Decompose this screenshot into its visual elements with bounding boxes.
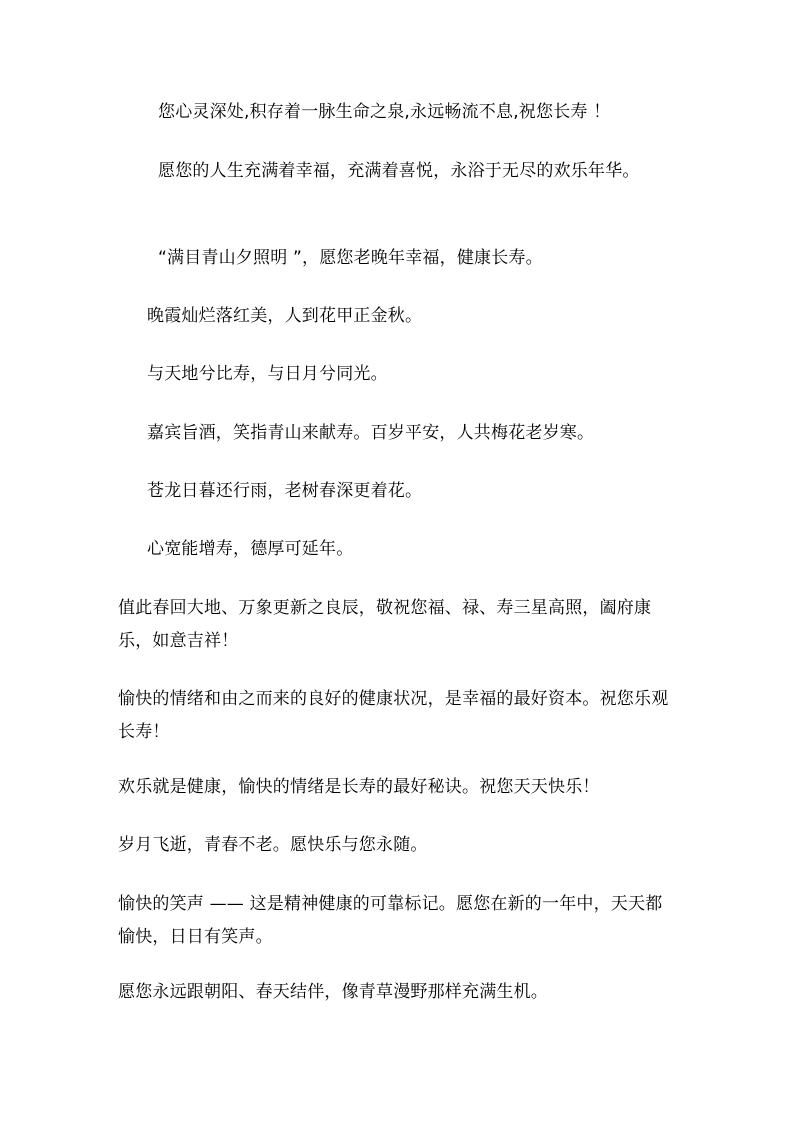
paragraph-4: 晚霞灿烂落红美，人到花甲正金秋。 — [147, 306, 423, 326]
paragraph-1: 您心灵深处,积存着一脉生命之泉,永远畅流不息,祝您长寿 ！ — [158, 102, 611, 122]
paragraph-5: 与天地兮比寿，与日月兮同光。 — [147, 364, 388, 384]
paragraph-13: 愉快的笑声 —— 这是精神健康的可靠标记。愿您在新的一年中，天天都愉快，日日有笑声。 — [118, 894, 663, 947]
paragraph-6: 嘉宾旨酒，笑指青山来献寿。百岁平安，人共梅花老岁寒。 — [147, 423, 595, 443]
paragraph-8: 心宽能增寿，德厚可延年。 — [147, 539, 354, 559]
paragraph-10: 愉快的情绪和由之而来的良好的健康状况，是幸福的最好资本。祝您乐观长寿！ — [118, 689, 669, 742]
paragraph-11: 欢乐就是健康，愉快的情绪是长寿的最好秘诀。祝您天天快乐！ — [118, 777, 600, 797]
paragraph-12: 岁月飞逝，青春不老。愿快乐与您永随。 — [118, 835, 428, 855]
paragraph-14: 愿您永远跟朝阳、春天结伴，像青草漫野那样充满生机。 — [118, 982, 548, 1002]
paragraph-2: 愿您的人生充满着幸福，充满着喜悦，永浴于无尽的欢乐年华。 — [158, 161, 640, 181]
paragraph-3: “满目青山夕照明 ”，愿您老晚年幸福，健康长寿。 — [158, 248, 543, 268]
paragraph-9: 值此春回大地、万象更新之良辰，敬祝您福、禄、寿三星高照，阖府康乐，如意吉祥！ — [118, 598, 652, 651]
paragraph-7: 苍龙日暮还行雨，老树春深更着花。 — [147, 481, 423, 501]
